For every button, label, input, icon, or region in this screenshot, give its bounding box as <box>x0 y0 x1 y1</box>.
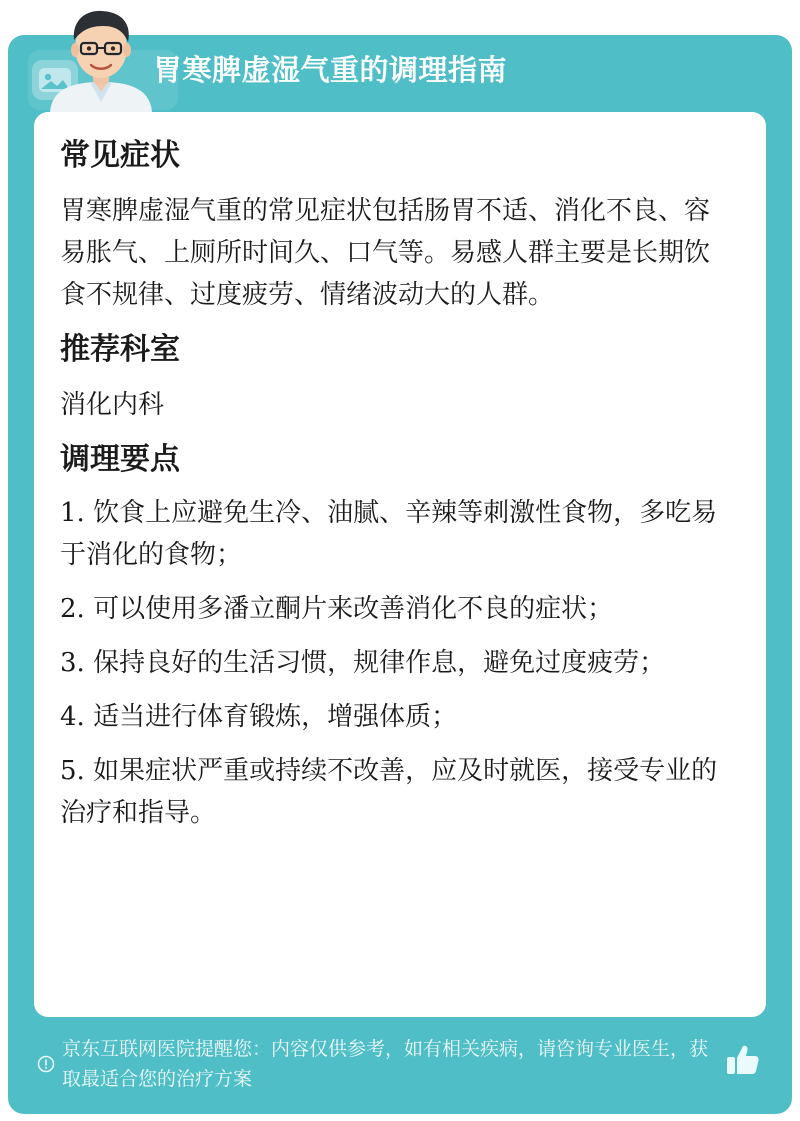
list-item: 2. 可以使用多潘立酮片来改善消化不良的症状； <box>60 594 614 624</box>
list-item: 5. 如果症状严重或持续不改善，应及时就医，接受专业的治疗和指导。 <box>60 756 718 828</box>
department-text: 消化内科 <box>60 390 165 420</box>
doctor-avatar <box>46 6 156 112</box>
content-card <box>34 112 766 1017</box>
disclaimer-text: 京东互联网医院提醒您：内容仅供参考，如有相关疾病，请咨询专业医生，获取最适合您的治疗方案 <box>62 1038 709 1090</box>
tips-list <box>60 492 730 834</box>
symptoms-heading: 常见症状 <box>60 138 180 173</box>
list-item: 4. 适当进行体育锻炼，增强体质； <box>60 702 458 732</box>
symptoms-text: 胃寒脾虚湿气重的常见症状包括肠胃不适、消化不良、容易胀气、上厕所时间久、口气等。易感人群主要是长期饮食不规律、过度疲劳、情绪波动大的人群。 <box>60 196 711 310</box>
department-heading: 推荐科室 <box>60 332 180 367</box>
thumbs-up-icon[interactable] <box>722 1040 762 1080</box>
list-item: 1. 饮食上应避免生冷、油腻、辛辣等刺激性食物，多吃易于消化的食物； <box>60 498 718 570</box>
page-title: 胃寒脾虚湿气重的调理指南 <box>153 53 508 87</box>
list-item: 3. 保持良好的生活习惯，规律作息，避免过度疲劳； <box>60 648 666 678</box>
info-icon <box>37 1055 55 1073</box>
tips-heading: 调理要点 <box>60 442 180 477</box>
content-body <box>60 134 730 846</box>
